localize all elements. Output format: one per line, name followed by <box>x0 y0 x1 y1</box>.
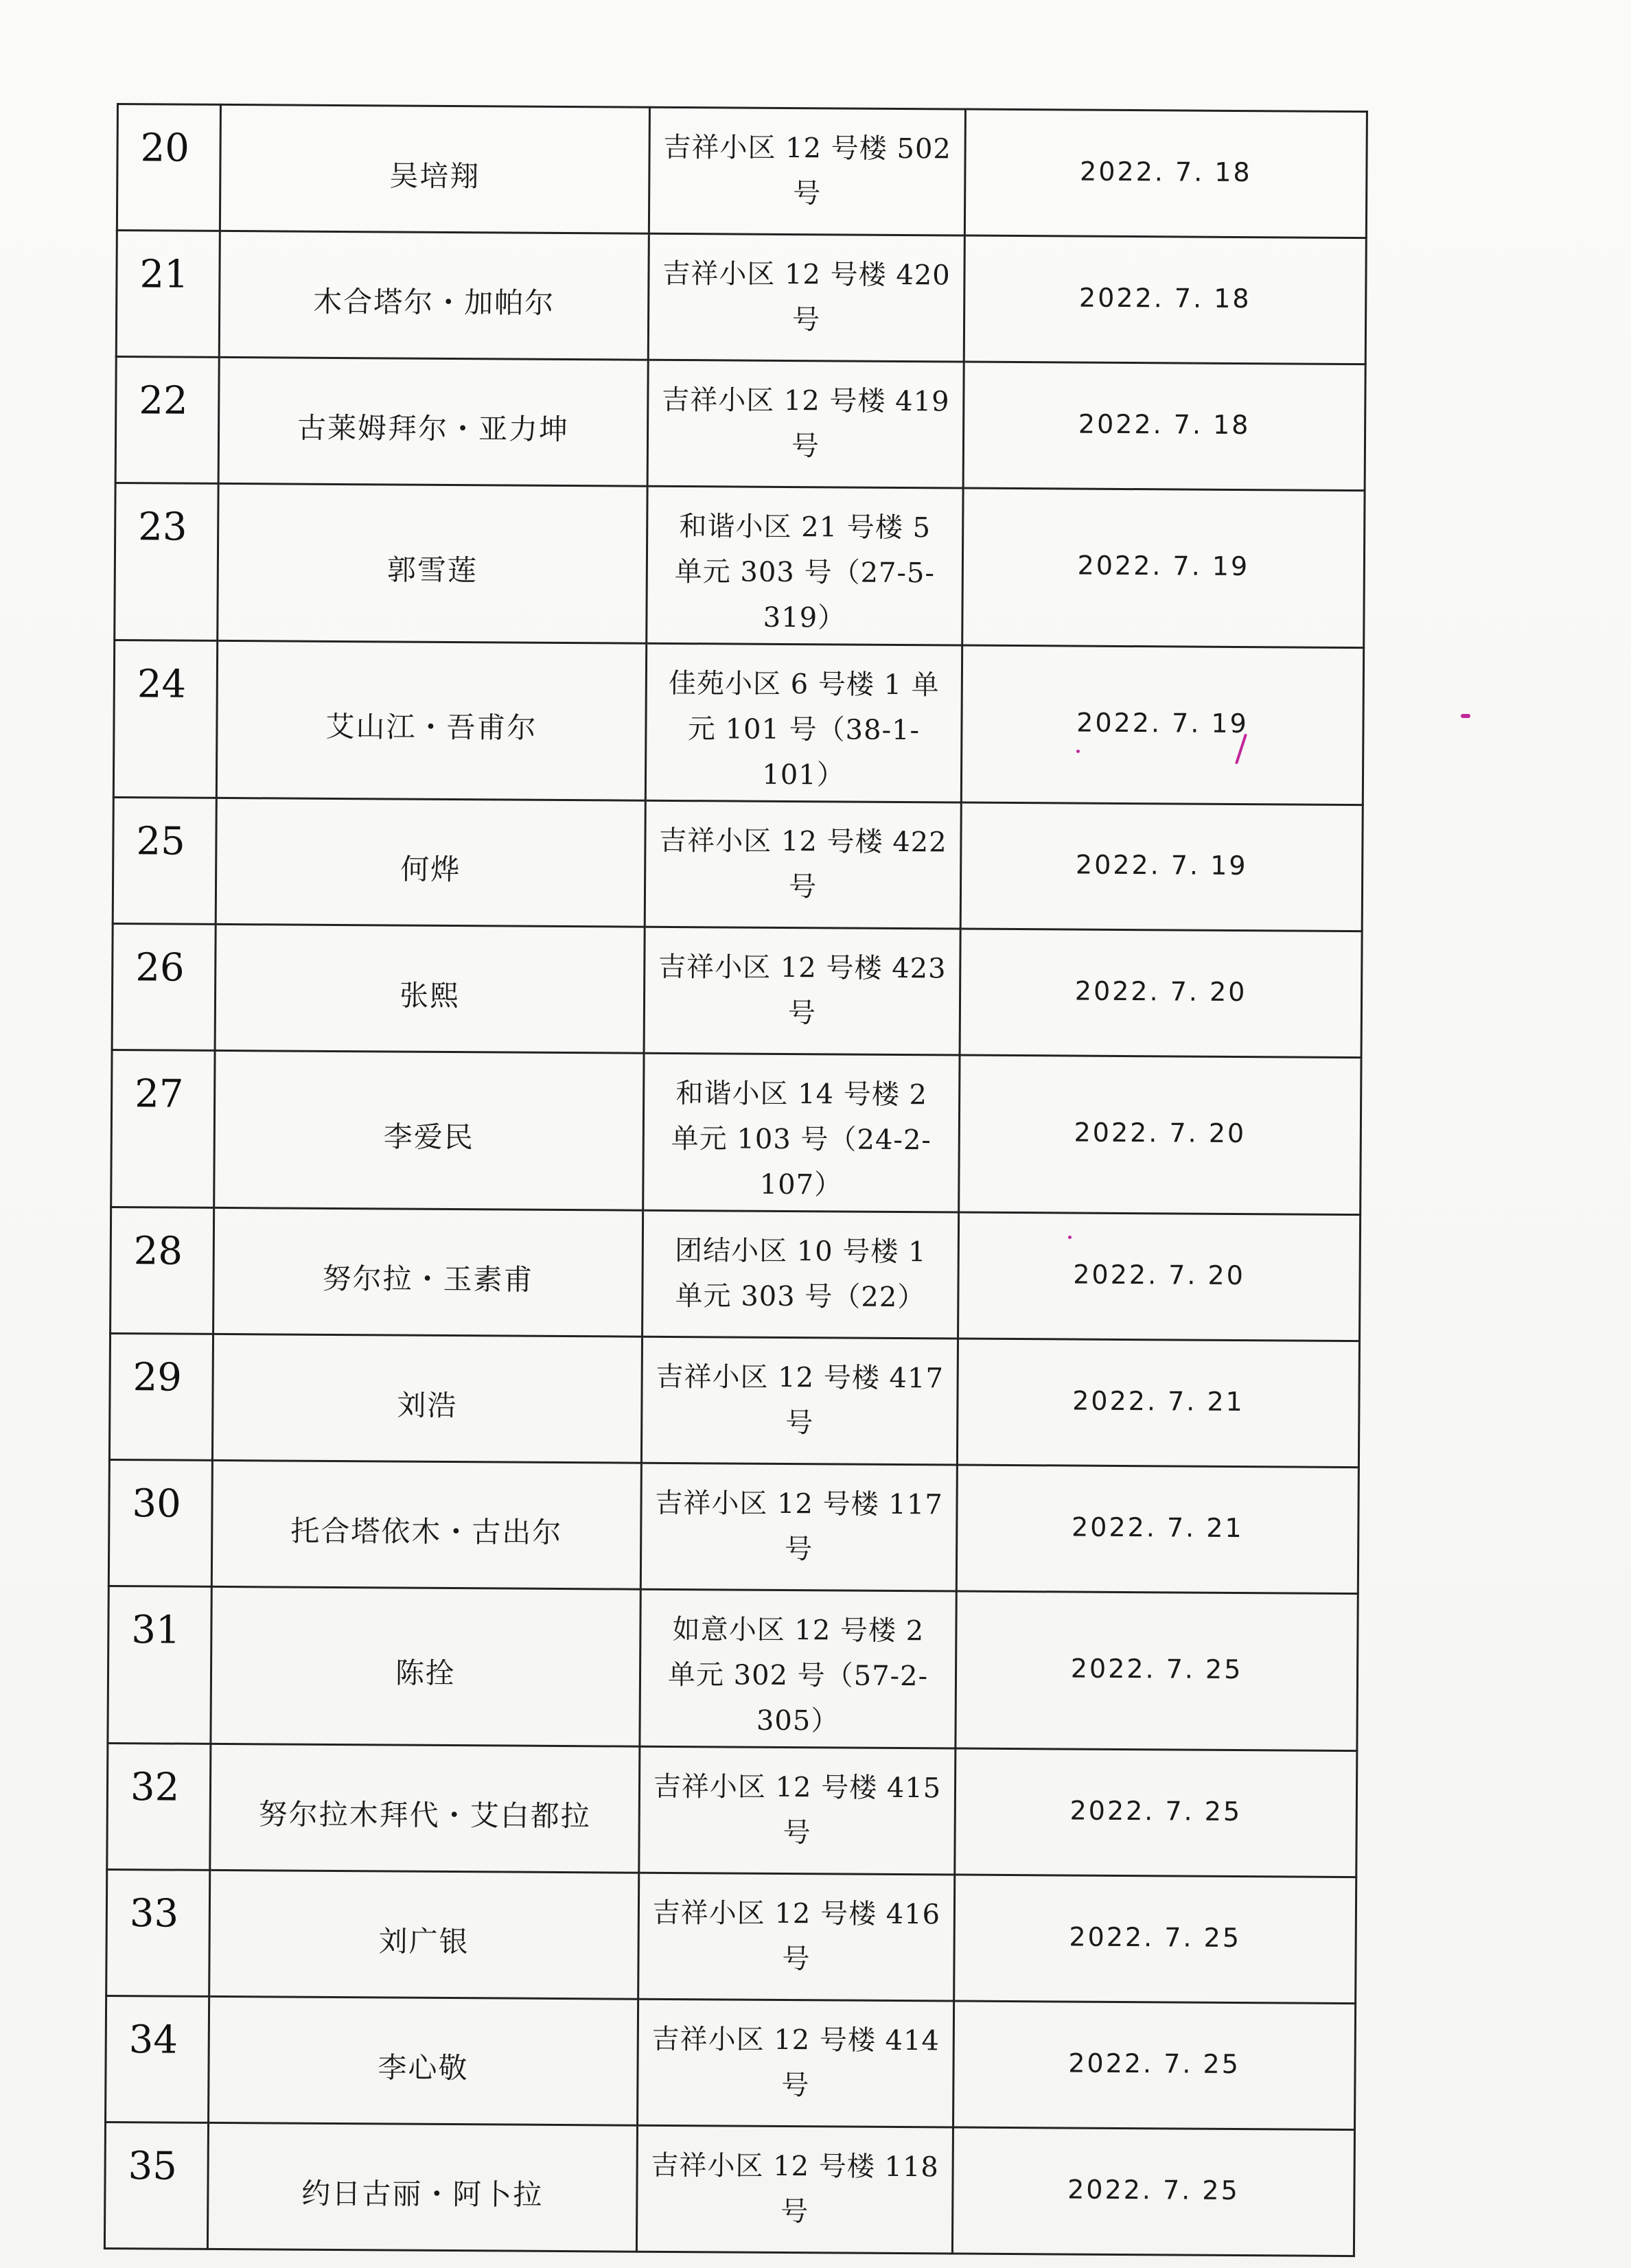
resident-name: 约日古丽・阿卜拉 <box>207 2122 637 2252</box>
table-row <box>111 1050 1361 1214</box>
resident-name: 李心敬 <box>209 1996 638 2125</box>
table-row <box>111 1207 1361 1341</box>
row-number: 24 <box>113 640 217 798</box>
resident-name: 陈拴 <box>211 1586 640 1746</box>
row-number: 34 <box>106 1995 209 2122</box>
table-row <box>108 1586 1358 1750</box>
resident-address: 如意小区 12 号楼 2 单元 302 号（57-2-305） <box>640 1589 956 1748</box>
resident-address: 吉祥小区 12 号楼 117 号 <box>640 1463 957 1591</box>
record-date: 2022. 7. 18 <box>963 362 1365 491</box>
resident-address: 和谐小区 21 号楼 5 单元 303 号（27-5-319） <box>647 486 963 645</box>
pen-mark-tick <box>1068 1236 1072 1239</box>
row-number: 33 <box>106 1869 210 1996</box>
row-number: 25 <box>113 797 216 924</box>
resident-name: 艾山江・吾甫尔 <box>216 640 646 800</box>
resident-name: 古莱姆拜尔・亚力坤 <box>218 357 648 486</box>
resident-address: 吉祥小区 12 号楼 422 号 <box>645 800 961 929</box>
table-row <box>115 357 1365 491</box>
record-date: 2022. 7. 19 <box>960 802 1363 931</box>
record-date: 2022. 7. 25 <box>955 1748 1357 1877</box>
resident-address: 吉祥小区 12 号楼 419 号 <box>647 360 964 488</box>
resident-name: 木合塔尔・加帕尔 <box>219 231 649 360</box>
record-date: 2022. 7. 25 <box>953 2001 1356 2130</box>
resident-name: 李爱民 <box>214 1050 644 1210</box>
row-number: 27 <box>111 1050 215 1207</box>
record-date: 2022. 7. 25 <box>956 1591 1358 1751</box>
resident-name: 张熙 <box>215 924 645 1053</box>
row-number: 29 <box>109 1333 213 1460</box>
pen-mark-tick <box>1076 750 1080 753</box>
resident-address: 吉祥小区 12 号楼 502 号 <box>649 107 965 235</box>
record-date: 2022. 7. 25 <box>954 1875 1356 2004</box>
records-table <box>104 103 1368 2257</box>
resident-address: 吉祥小区 12 号楼 423 号 <box>644 927 960 1055</box>
row-number: 32 <box>107 1743 211 1870</box>
record-date: 2022. 7. 21 <box>956 1465 1358 1594</box>
resident-address: 吉祥小区 12 号楼 417 号 <box>641 1336 958 1465</box>
record-date: 2022. 7. 20 <box>959 1055 1361 1215</box>
table-row <box>115 483 1365 647</box>
resident-name: 刘浩 <box>212 1334 642 1463</box>
resident-name: 努尔拉・玉素甫 <box>213 1207 643 1336</box>
resident-name: 何烨 <box>216 798 645 927</box>
record-date: 2022. 7. 20 <box>960 929 1362 1058</box>
record-date: 2022. 7. 21 <box>957 1339 1359 1468</box>
table-row <box>113 640 1363 805</box>
table-row <box>106 1869 1356 2003</box>
table-row <box>104 2122 1354 2256</box>
row-number: 26 <box>112 923 216 1050</box>
row-number: 23 <box>115 483 218 640</box>
row-number: 22 <box>115 357 219 484</box>
table-row <box>107 1743 1357 1877</box>
resident-address: 吉祥小区 12 号楼 415 号 <box>639 1746 956 1875</box>
records-table-wrapper <box>104 103 1366 2257</box>
record-date: 2022. 7. 25 <box>952 2127 1354 2256</box>
resident-address: 和谐小区 14 号楼 2 单元 103 号（24-2-107） <box>643 1053 960 1212</box>
resident-address: 吉祥小区 12 号楼 118 号 <box>636 2125 953 2254</box>
row-number: 30 <box>108 1459 212 1586</box>
table-row <box>113 797 1363 931</box>
row-number: 20 <box>117 104 220 231</box>
record-date: 2022. 7. 18 <box>964 235 1366 364</box>
table-row <box>116 231 1366 364</box>
resident-name: 吴培翔 <box>220 104 649 233</box>
record-date: 2022. 7. 19 <box>962 488 1365 648</box>
table-row <box>112 923 1362 1057</box>
record-date: 2022. 7. 18 <box>964 109 1367 238</box>
resident-name: 郭雪莲 <box>218 483 647 643</box>
resident-address: 团结小区 10 号楼 1 单元 303 号（22） <box>643 1210 959 1339</box>
resident-address: 佳苑小区 6 号楼 1 单元 101 号（38-1-101） <box>645 643 962 802</box>
resident-name: 托合塔依木・古出尔 <box>211 1460 641 1589</box>
table-row <box>109 1333 1359 1467</box>
row-number: 21 <box>116 231 220 358</box>
table-row <box>108 1459 1358 1593</box>
resident-address: 吉祥小区 12 号楼 420 号 <box>648 233 964 362</box>
table-row <box>117 104 1367 238</box>
resident-name: 努尔拉木拜代・艾白都拉 <box>210 1744 640 1873</box>
row-number: 28 <box>111 1207 214 1334</box>
resident-address: 吉祥小区 12 号楼 416 号 <box>638 1873 955 2001</box>
pen-mark-dot <box>1461 714 1470 718</box>
record-date: 2022. 7. 20 <box>958 1212 1361 1341</box>
records-table-body <box>104 104 1367 2256</box>
resident-name: 刘广银 <box>209 1870 639 1999</box>
table-row <box>106 1995 1356 2129</box>
row-number: 31 <box>108 1586 211 1744</box>
record-date: 2022. 7. 19 <box>961 645 1363 805</box>
row-number: 35 <box>104 2122 208 2249</box>
resident-address: 吉祥小区 12 号楼 414 号 <box>638 1999 954 2127</box>
